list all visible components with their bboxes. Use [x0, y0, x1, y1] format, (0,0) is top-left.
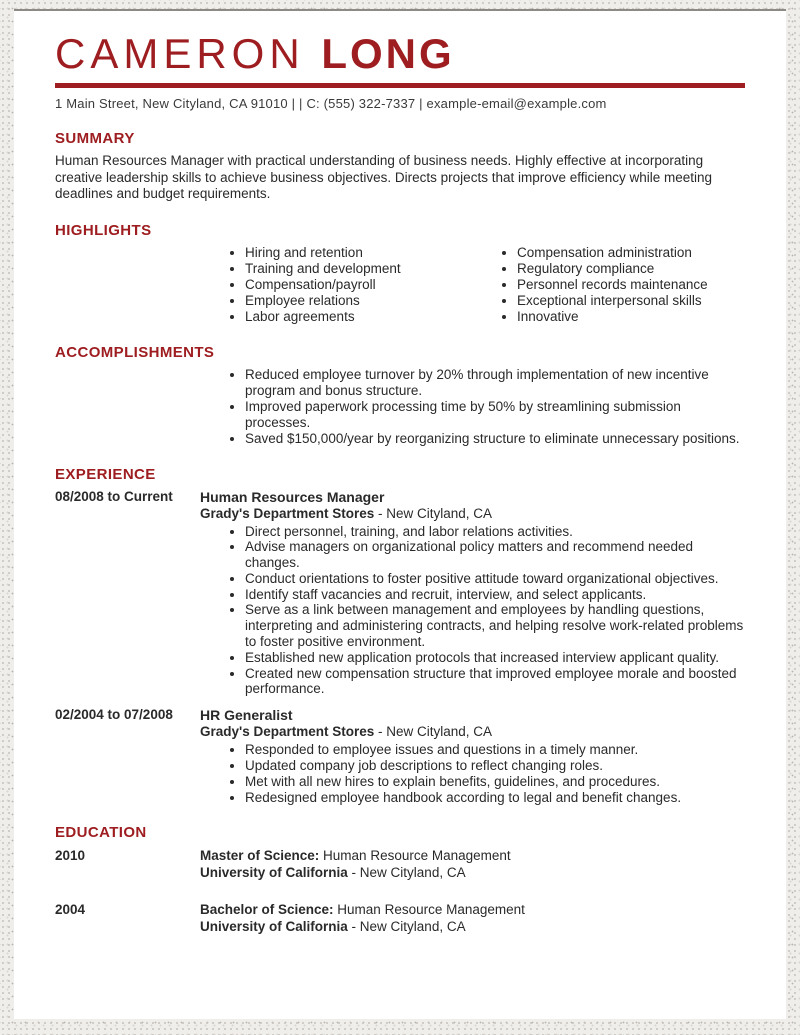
- education-entry: [55, 901, 745, 935]
- job-bullet: • Serve as a link between management and employees by handling questions, interpreting and administering contracts, and helping resolve work-related problems to foster positive environment.: [245, 602, 745, 649]
- highlights-list-right: [472, 245, 745, 325]
- job-bullets: [200, 524, 745, 698]
- name-heading: [55, 31, 745, 77]
- school-location: - New Cityland, CA: [347, 919, 466, 935]
- job-bullet: • Redesigned employee handbook according to legal and benefit changes.: [245, 790, 745, 806]
- job-body: [200, 489, 745, 698]
- school-name: University of California: [200, 865, 348, 881]
- job-title: Human Resources Manager: [200, 488, 385, 505]
- job-bullet: • Updated company job descriptions to reflect changing roles.: [245, 758, 745, 774]
- experience-job: [55, 707, 745, 805]
- school-name: University of California: [200, 919, 348, 935]
- job-bullets: [200, 742, 745, 805]
- resume-page: [14, 9, 786, 1019]
- experience-heading: EXPERIENCE: [55, 465, 156, 483]
- section-experience: [55, 466, 745, 806]
- degree-title: Master of Science:: [200, 848, 320, 864]
- education-body: [200, 847, 745, 881]
- job-bullet: • Created new compensation structure that improved employee morale and boosted performance.: [245, 666, 745, 698]
- highlight-item: • Employee relations: [245, 293, 472, 309]
- education-year: 2010: [55, 848, 86, 864]
- highlight-item: • Compensation/payroll: [245, 277, 472, 293]
- education-year: 2004: [55, 902, 86, 918]
- highlight-item: • Labor agreements: [245, 309, 472, 325]
- highlight-item: • Compensation administration: [517, 245, 745, 261]
- job-bullet: • Met with all new hires to explain benefits, guidelines, and procedures.: [245, 774, 745, 790]
- job-bullet: • Established new application protocols that increased interview applicant quality.: [245, 650, 745, 666]
- accomplishments-heading: ACCOMPLISHMENTS: [55, 343, 215, 361]
- job-bullet: • Direct personnel, training, and labor relations activities.: [245, 524, 745, 540]
- last-name: LONG: [321, 30, 455, 77]
- job-dates: 08/2008 to Current: [55, 488, 173, 504]
- accomplishment-item: • Improved paperwork processing time by 50% by streamlining submission processes.: [245, 399, 745, 431]
- section-summary: [55, 130, 745, 203]
- highlight-item: • Training and development: [245, 261, 472, 277]
- experience-job: [55, 489, 745, 698]
- summary-text: Human Resources Manager with practical understanding of business needs. Highly effective at incorporating creative leadership skills to achieve business objectives. Directs projects that improve efficiency while meeting deadlines and budget requirements.: [55, 153, 713, 201]
- degree-field: Human Resource Management: [333, 902, 525, 918]
- section-highlights: [55, 222, 745, 325]
- job-dates: 02/2004 to 07/2008: [55, 707, 173, 723]
- company-location: - New Cityland, CA: [374, 505, 493, 521]
- company-name: Grady's Department Stores: [200, 505, 375, 521]
- section-education: [55, 824, 745, 935]
- first-name: CAMERON: [55, 30, 305, 77]
- highlight-item: • Innovative: [517, 309, 745, 325]
- job-bullet: • Advise managers on organizational policy matters and recommend needed changes.: [245, 539, 745, 571]
- contact-line: 1 Main Street, New Cityland, CA 91010 | | C: (555) 322-7337 | example-email@example.com: [55, 96, 607, 111]
- job-title: HR Generalist: [200, 707, 293, 724]
- job-bullet: • Conduct orientations to foster positive attitude toward organizational objectives.: [245, 571, 745, 587]
- highlights-heading: HIGHLIGHTS: [55, 221, 152, 239]
- company-line: [200, 506, 745, 522]
- job-bullet: • Responded to employee issues and questions in a timely manner.: [245, 742, 745, 758]
- accomplishment-item: • Reduced employee turnover by 20% through implementation of new incentive program and bonus structure.: [245, 367, 745, 399]
- section-accomplishments: [55, 344, 745, 447]
- education-heading: EDUCATION: [55, 824, 147, 842]
- education-entry: [55, 847, 745, 881]
- education-body: [200, 901, 745, 935]
- company-location: - New Cityland, CA: [374, 724, 493, 740]
- header-rule: [55, 83, 745, 88]
- highlight-item: • Personnel records maintenance: [517, 277, 745, 293]
- highlight-item: • Regulatory compliance: [517, 261, 745, 277]
- highlight-item: • Hiring and retention: [245, 245, 472, 261]
- company-line: [200, 724, 745, 740]
- degree-field: Human Resource Management: [319, 848, 511, 864]
- degree-title: Bachelor of Science:: [200, 902, 334, 918]
- highlight-item: • Exceptional interpersonal skills: [517, 293, 745, 309]
- job-bullet: • Identify staff vacancies and recruit, interview, and select applicants.: [245, 587, 745, 603]
- highlights-list-left: [200, 245, 472, 325]
- degree-line: [200, 901, 745, 918]
- highlights-columns: [200, 245, 745, 325]
- degree-line: [200, 847, 745, 864]
- accomplishments-list: [200, 367, 745, 447]
- company-name: Grady's Department Stores: [200, 724, 375, 740]
- school-line: [200, 918, 745, 935]
- summary-heading: SUMMARY: [55, 130, 135, 147]
- job-body: [200, 707, 745, 805]
- school-line: [200, 864, 745, 881]
- school-location: - New Cityland, CA: [347, 865, 466, 881]
- accomplishment-item: • Saved $150,000/year by reorganizing structure to eliminate unnecessary positions.: [245, 431, 745, 447]
